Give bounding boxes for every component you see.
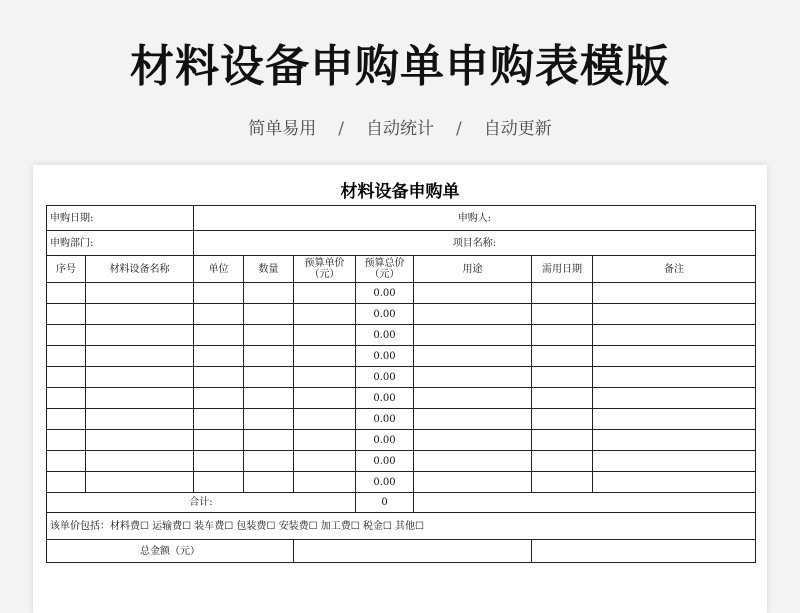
total-blank[interactable] [414, 493, 756, 513]
project-field[interactable] [194, 231, 756, 256]
table-cell[interactable] [593, 388, 756, 409]
table-cell[interactable] [593, 430, 756, 451]
col-header: 备注 [593, 256, 756, 283]
project-label: 项目名称: [452, 237, 497, 249]
total-label: 合计: [47, 493, 356, 513]
separator: / [338, 119, 344, 139]
table-cell[interactable] [294, 472, 356, 493]
amount-field[interactable] [294, 540, 532, 563]
table-cell[interactable] [593, 346, 756, 367]
table-cell[interactable] [532, 304, 593, 325]
table-cell[interactable] [532, 325, 593, 346]
table-cell[interactable] [294, 304, 356, 325]
table-cell[interactable] [47, 472, 86, 493]
table-cell[interactable] [532, 283, 593, 304]
table-cell[interactable] [532, 472, 593, 493]
table-cell[interactable] [47, 325, 86, 346]
table-cell[interactable] [86, 367, 194, 388]
table-cell[interactable] [194, 451, 244, 472]
table-cell[interactable] [194, 283, 244, 304]
separator: / [456, 119, 462, 139]
total-value: 0 [356, 493, 414, 513]
table-cell[interactable] [244, 304, 294, 325]
feature-easy: 简单易用 [248, 119, 317, 139]
col-header: 数量 [244, 256, 294, 283]
amount-label: 总金额（元） [47, 540, 294, 563]
row-total-cell[interactable]: 0.00 [356, 367, 414, 388]
table-cell[interactable] [194, 409, 244, 430]
table-cell[interactable] [244, 472, 294, 493]
table-cell[interactable] [414, 472, 532, 493]
row-total-cell[interactable]: 0.00 [356, 346, 414, 367]
table-cell[interactable] [244, 430, 294, 451]
price-includes[interactable]: 该单价包括：材料费☐ 运输费☐ 装车费☐ 包装费☐ 安装费☐ 加工费☐ 税金☐ 其他☐ [47, 513, 756, 540]
table-row [47, 472, 756, 493]
col-header: 序号 [47, 256, 86, 283]
row-total-cell[interactable]: 0.00 [356, 283, 414, 304]
table-cell[interactable] [47, 430, 86, 451]
table-cell[interactable] [414, 430, 532, 451]
table-cell[interactable] [47, 451, 86, 472]
table-cell[interactable] [294, 451, 356, 472]
table-cell[interactable] [86, 409, 194, 430]
table-cell[interactable] [593, 304, 756, 325]
col-header: 材料设备名称 [86, 256, 194, 283]
table-cell[interactable] [414, 283, 532, 304]
table-cell[interactable] [244, 283, 294, 304]
feature-auto-stats: 自动统计 [366, 119, 434, 139]
table-cell[interactable] [244, 409, 294, 430]
form-title: 材料设备申购单 [340, 182, 460, 202]
form-sheet [33, 165, 767, 613]
table-cell[interactable] [47, 346, 86, 367]
purchase-table [46, 205, 756, 563]
table-cell[interactable] [244, 451, 294, 472]
table-row [47, 283, 756, 304]
column-header-row [47, 256, 756, 283]
table-cell[interactable] [86, 304, 194, 325]
row-total-cell[interactable]: 0.00 [356, 409, 414, 430]
col-header: 用途 [414, 256, 532, 283]
table-row [47, 430, 756, 451]
applicant-label: 申购人: [457, 212, 492, 224]
table-cell[interactable] [593, 409, 756, 430]
page-title: 材料设备申购单申购表模版 [130, 41, 670, 92]
table-cell[interactable] [532, 388, 593, 409]
table-cell[interactable] [244, 346, 294, 367]
table-cell[interactable] [86, 325, 194, 346]
table-cell[interactable] [532, 367, 593, 388]
table-row [47, 346, 756, 367]
table-cell[interactable] [593, 451, 756, 472]
table-cell[interactable] [532, 451, 593, 472]
table-cell[interactable] [47, 283, 86, 304]
row-total-cell[interactable]: 0.00 [356, 304, 414, 325]
table-cell[interactable] [532, 409, 593, 430]
table-cell[interactable] [414, 409, 532, 430]
table-cell[interactable] [414, 367, 532, 388]
table-cell[interactable] [532, 346, 593, 367]
department-label: 申购部门: [47, 231, 194, 256]
row-total-cell[interactable]: 0.00 [356, 388, 414, 409]
apply-date-label: 申购日期: [47, 206, 194, 231]
row-total-cell[interactable]: 0.00 [356, 325, 414, 346]
table-cell[interactable] [414, 325, 532, 346]
applicant-field[interactable] [194, 206, 756, 231]
table-cell[interactable] [593, 367, 756, 388]
table-cell[interactable] [47, 409, 86, 430]
table-cell[interactable] [593, 283, 756, 304]
table-cell[interactable] [86, 451, 194, 472]
table-cell[interactable] [86, 430, 194, 451]
table-cell[interactable] [86, 388, 194, 409]
table-row [47, 367, 756, 388]
table-cell[interactable] [47, 367, 86, 388]
table-cell[interactable] [294, 367, 356, 388]
table-cell[interactable] [294, 346, 356, 367]
table-cell[interactable] [294, 430, 356, 451]
table-row [47, 409, 756, 430]
amount-row [47, 540, 756, 563]
table-cell[interactable] [593, 472, 756, 493]
table-cell[interactable] [414, 346, 532, 367]
row-total-cell[interactable]: 0.00 [356, 451, 414, 472]
total-row [47, 493, 756, 513]
table-cell[interactable] [194, 304, 244, 325]
table-cell[interactable] [86, 472, 194, 493]
table-cell[interactable] [244, 388, 294, 409]
table-row [47, 451, 756, 472]
table-cell[interactable] [294, 388, 356, 409]
feature-line [0, 114, 800, 139]
table-cell[interactable] [194, 430, 244, 451]
col-header: 预算总价 （元） [356, 256, 414, 283]
table-cell[interactable] [414, 451, 532, 472]
table-cell[interactable] [593, 325, 756, 346]
feature-auto-update: 自动更新 [483, 119, 552, 139]
table-cell[interactable] [194, 346, 244, 367]
amount-field-2[interactable] [532, 540, 756, 563]
col-header: 预算单价 （元） [294, 256, 356, 283]
table-cell[interactable] [86, 283, 194, 304]
table-row [47, 388, 756, 409]
price-includes-row [47, 513, 756, 540]
table-cell[interactable] [47, 304, 86, 325]
table-cell[interactable] [294, 283, 356, 304]
table-row [47, 304, 756, 325]
table-cell[interactable] [194, 472, 244, 493]
col-header: 需用日期 [532, 256, 593, 283]
table-cell[interactable] [194, 388, 244, 409]
row-total-cell[interactable]: 0.00 [356, 472, 414, 493]
table-cell[interactable] [244, 325, 294, 346]
table-cell[interactable] [194, 367, 244, 388]
table-cell[interactable] [414, 304, 532, 325]
table-cell[interactable] [532, 430, 593, 451]
table-cell[interactable] [86, 346, 194, 367]
table-cell[interactable] [294, 409, 356, 430]
table-cell[interactable] [244, 367, 294, 388]
table-cell[interactable] [194, 325, 244, 346]
table-row [47, 325, 756, 346]
table-cell[interactable] [414, 388, 532, 409]
col-header: 单位 [194, 256, 244, 283]
table-cell[interactable] [47, 388, 86, 409]
row-total-cell[interactable]: 0.00 [356, 430, 414, 451]
table-cell[interactable] [294, 325, 356, 346]
